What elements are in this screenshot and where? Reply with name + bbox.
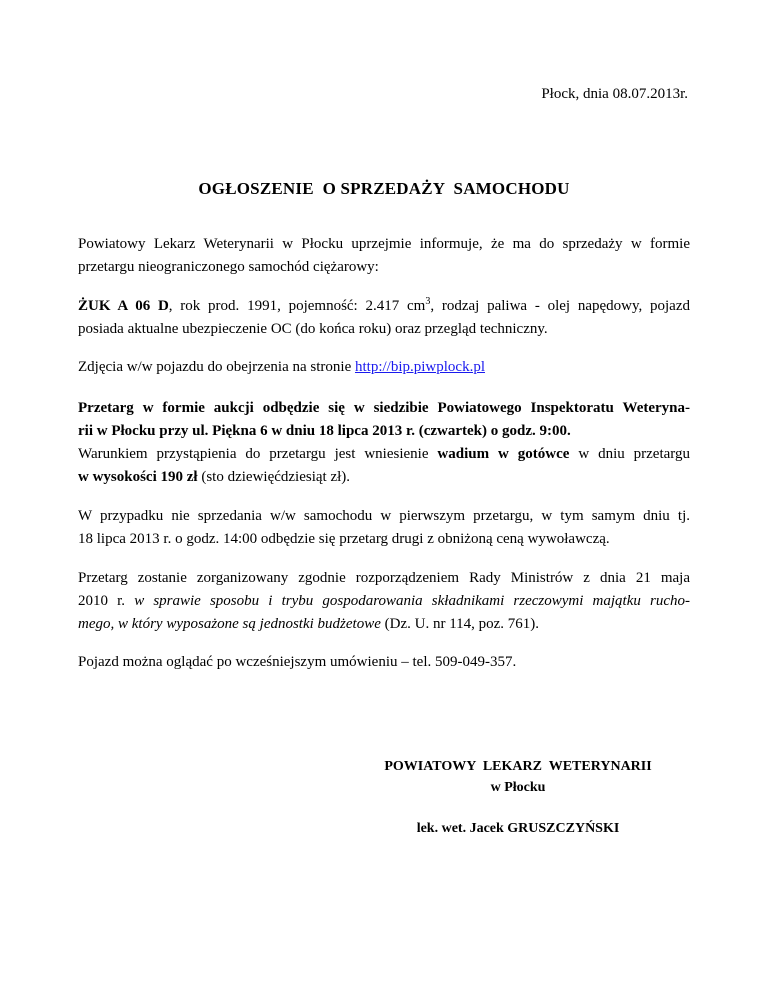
auction-line-2: rii w Płocku przy ul. Piękna 6 w dniu 18 lipca 2013 r. (czwartek) o godz. 9:00. xyxy=(78,423,571,439)
auction-line-1: Przetarg w formie aukcji odbędzie się w siedzibie Powiatowego Inspektoratu Weteryna- xyxy=(78,400,690,416)
signature-name: lek. wet. Jacek GRUSZCZYŃSKI xyxy=(416,821,620,836)
photos-text: Zdjęcia w/w pojazdu do obejrzenia na stronie xyxy=(78,359,355,375)
vehicle-line-1 xyxy=(78,295,690,318)
auction-paragraph xyxy=(78,397,690,489)
document-title: OGŁOSZENIE O SPRZEDAŻY SAMOCHODU xyxy=(198,179,570,198)
regulation-title-b: mego, w który wyposażone są jednostki budżetowe xyxy=(78,616,381,632)
regulation-reference: (Dz. U. nr 114, poz. 761). xyxy=(380,616,540,632)
second-auction-paragraph xyxy=(78,505,690,551)
signature-location: w Płocku xyxy=(490,780,546,795)
deposit-amount-words: (sto dziewięćdziesiąt zł). xyxy=(197,469,351,485)
document-date: Płock, dnia 08.07.2013r. xyxy=(541,86,688,102)
intro-line-1: Powiatowy Lekarz Weterynarii w Płocku uprzejmie informuje, że ma do sprzedaży w formie xyxy=(78,236,690,252)
photos-link[interactable]: http://bip.piwplock.pl xyxy=(354,359,485,375)
deposit-text-c: w dniu przetargu xyxy=(569,446,691,462)
intro-line-2: przetargu nieograniczonego samochód ciężarowy: xyxy=(78,259,379,275)
viewing-line: Pojazd można oglądać po wcześniejszym umówieniu – tel. 509-049-357. xyxy=(78,654,517,670)
regulation-line-2 xyxy=(78,590,690,613)
deposit-text-a: Warunkiem przystąpienia do przetargu jest wniesienie xyxy=(78,446,438,462)
vehicle-name: ŻUK A 06 D xyxy=(78,298,169,314)
deposit-cash: wadium w gotówce xyxy=(437,446,570,462)
signature-title: POWIATOWY LEKARZ WETERYNARII xyxy=(384,759,652,774)
intro-paragraph xyxy=(78,233,690,279)
cubic-superscript: 3 xyxy=(425,296,431,307)
regulation-paragraph xyxy=(78,567,690,636)
auction-line-3 xyxy=(78,443,690,466)
vehicle-line-1-end: , rodzaj paliwa - olej napędowy, pojazd xyxy=(430,298,690,314)
photos-paragraph xyxy=(78,356,690,379)
regulation-title-a: w sprawie sposobu i trybu gospodarowania składnikami rzeczowymi majątku rucho- xyxy=(134,593,690,609)
vehicle-paragraph xyxy=(78,295,690,341)
vehicle-line-2: posiada aktualne ubezpieczenie OC (do końca roku) oraz przegląd techniczny. xyxy=(78,321,548,337)
regulation-line-1: Przetarg zostanie zorganizowany zgodnie rozporządzeniem Rady Ministrów z dnia 21 maja xyxy=(78,570,690,586)
viewing-paragraph xyxy=(78,651,690,674)
deposit-amount: w wysokości 190 zł xyxy=(78,469,198,485)
photos-line xyxy=(78,356,690,379)
second-auction-line-2: 18 lipca 2013 r. o godz. 14:00 odbędzie się przetarg drugi z obniżoną ceną wywoławczą. xyxy=(78,531,610,547)
vehicle-line-1-text: , rok prod. 1991, pojemność: 2.417 cm xyxy=(168,298,426,314)
regulation-year: 2010 r. xyxy=(78,593,135,609)
auction-line-4 xyxy=(78,466,690,489)
regulation-line-3 xyxy=(78,613,690,636)
second-auction-line-1: W przypadku nie sprzedania w/w samochodu w pierwszym przetargu, w tym samym dniu tj. xyxy=(78,508,690,524)
